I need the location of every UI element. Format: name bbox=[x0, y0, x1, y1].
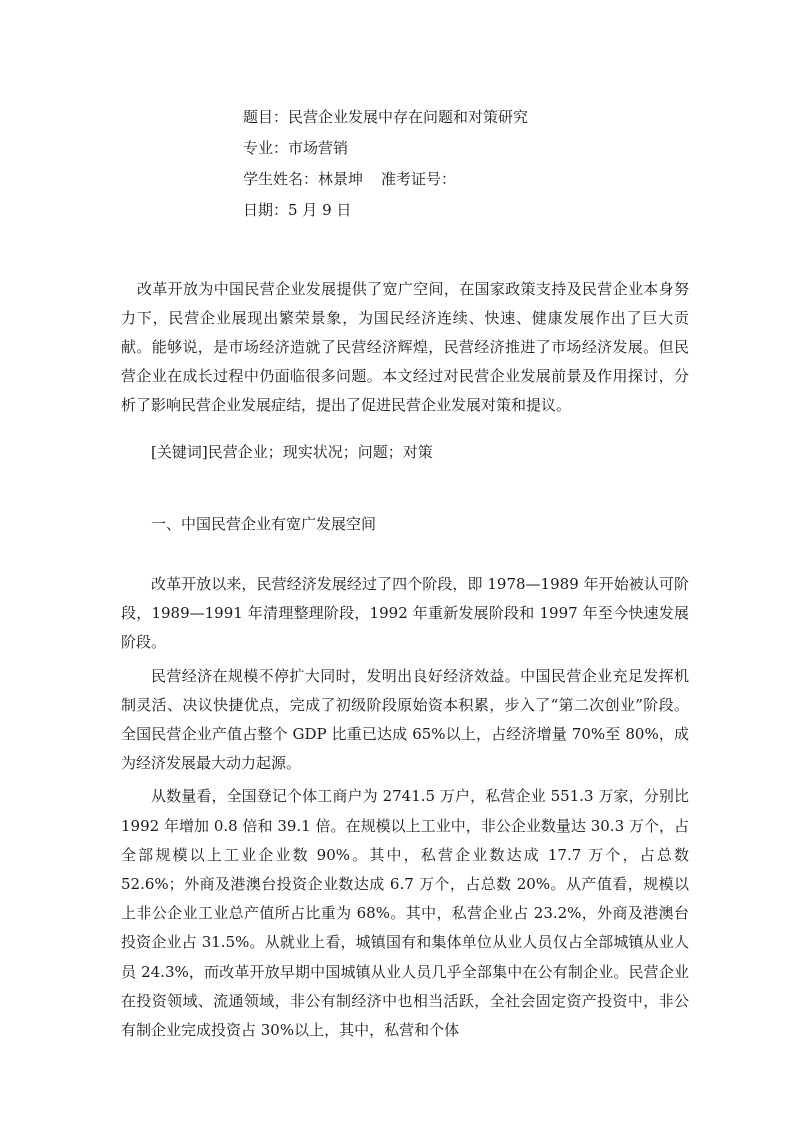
body-paragraph: 改革开放以来，民营经济发展经过了四个阶段，即 1978—1989 年开始被认可阶段，1989—1991 年清理整理阶段，1992 年重新发展阶段和 1997 年至今快速发展阶段。 bbox=[121, 575, 689, 652]
abstract-paragraph: 改革开放为中国民营企业发展提供了宽广空间，在国家政策支持及民营企业本身努力下，民营企业展现出繁荣景象，为国民经济连续、快速、健康发展作出了巨大贡献。能够说，是市场经济造就了民营经济辉煌，民营经济推进了市场经济发展。但民营企业在成长过程中仍面临很多问题。本文经过对民营企业发展前景及作用探讨，分析了影响民营企业发展症结，提出了促进民营企业发展对策和提议。 bbox=[121, 280, 689, 414]
major-line: 专业：市场营销 bbox=[243, 139, 349, 157]
section-heading: 一、中国民营企业有宽广发展空间 bbox=[151, 515, 377, 533]
section-body bbox=[121, 570, 689, 1049]
document-header bbox=[243, 102, 528, 226]
body-paragraph: 民营经济在规模不停扩大同时，发明出良好经济效益。中国民营企业充足发挥机制灵活、决议快捷优点，完成了初级阶段原始资本积累，步入了“第二次创业”阶段。全国民营企业产值占整个 GDP 比重已达成 65%以上，占经济增量 70%至 80%，成为经济发展最大动力起源。 bbox=[121, 666, 689, 773]
title-line: 题目：民营企业发展中存在问题和对策研究 bbox=[243, 108, 529, 126]
date-line: 日期：5 月 9 日 bbox=[243, 201, 352, 219]
student-name-label: 学生姓名：林景坤 bbox=[243, 170, 364, 188]
body-paragraph: 从数量看，全国登记个体工商户为 2741.5 万户，私营企业 551.3 万家，分别比 1992 年增加 0.8 倍和 39.1 倍。在规模以上工业中，非公企业数量达 30.3 万个，占全部规模以上工业企业数 90%。其中，私营企业数达成 17.7 万个，占总数 52.6%；外商及港澳台投资企业数达成 6.7 万个，占总数 20%。从产值看，规模以上非公企业工业总产值所占比重为 68%。其中，私营企业占 23.2%，外商及港澳台投资企业占 31.5%。从就业上看，城镇国有和集体单位从业人员仅占全部城镇从业人员 24.3%，而改革开放早期中国城镇从业人员几乎全部集中在公有制企业。民营企业在投资领域、流通领域，非公有制经济中也相当活跃，全社会固定资产投资中，非公有制企业完成投资占 30%以上，其中，私营和个体 bbox=[121, 787, 689, 1040]
exam-number-label: 准考证号： bbox=[381, 170, 457, 188]
keywords-line: [关键词]民营企业；现实状况；问题；对策 bbox=[151, 443, 433, 461]
student-line bbox=[243, 164, 528, 195]
abstract-section bbox=[121, 275, 689, 420]
